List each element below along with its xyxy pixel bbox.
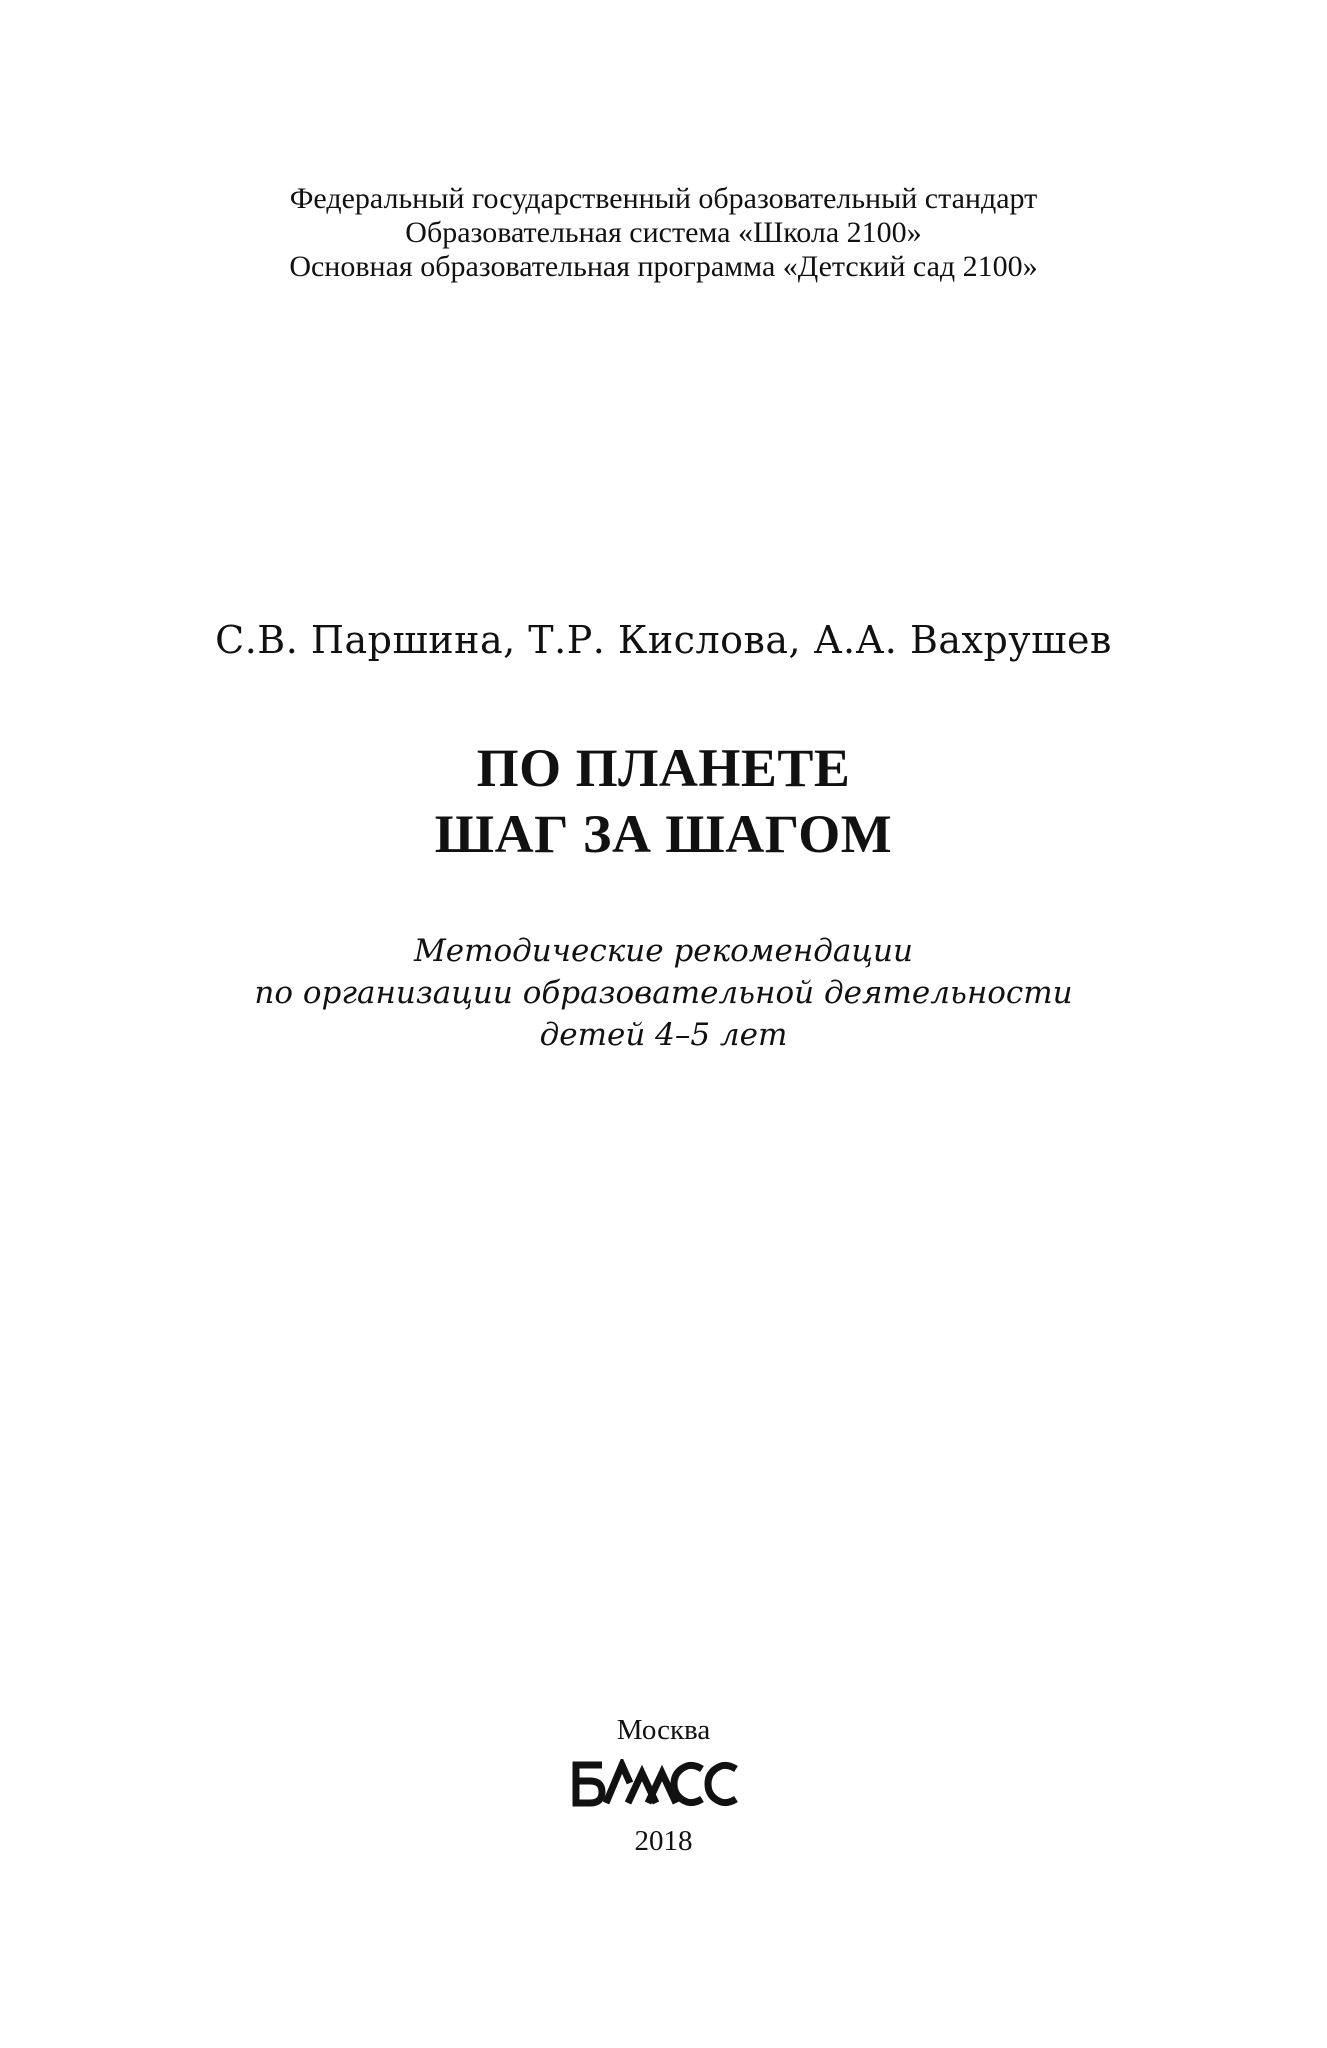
title-line-2: ШАГ ЗА ШАГОМ — [434, 804, 893, 864]
subtitle-line-3: детей 4–5 лет — [539, 1017, 788, 1053]
imprint-city: Москва — [616, 1714, 711, 1746]
standard-line: Федеральный государственный образовательный стандарт — [289, 182, 1038, 215]
series-header — [0, 182, 1327, 284]
subtitle-line-2: по организации образовательной деятельности — [254, 975, 1073, 1011]
book-subtitle — [0, 930, 1327, 1056]
title-line-1: ПО ПЛАНЕТЕ — [476, 738, 851, 798]
subtitle-line-1: Методические рекомендации — [414, 933, 913, 969]
program-line: Основная образовательная программа «Детский сад 2100» — [289, 250, 1038, 283]
publisher-logo — [570, 1759, 740, 1809]
imprint-year: 2018 — [634, 1825, 693, 1857]
book-title — [0, 735, 1327, 867]
authors: С.В. Паршина, Т.Р. Кислова, А.А. Вахрушев — [215, 618, 1112, 662]
education-system-line: Образовательная система «Школа 2100» — [405, 216, 922, 249]
